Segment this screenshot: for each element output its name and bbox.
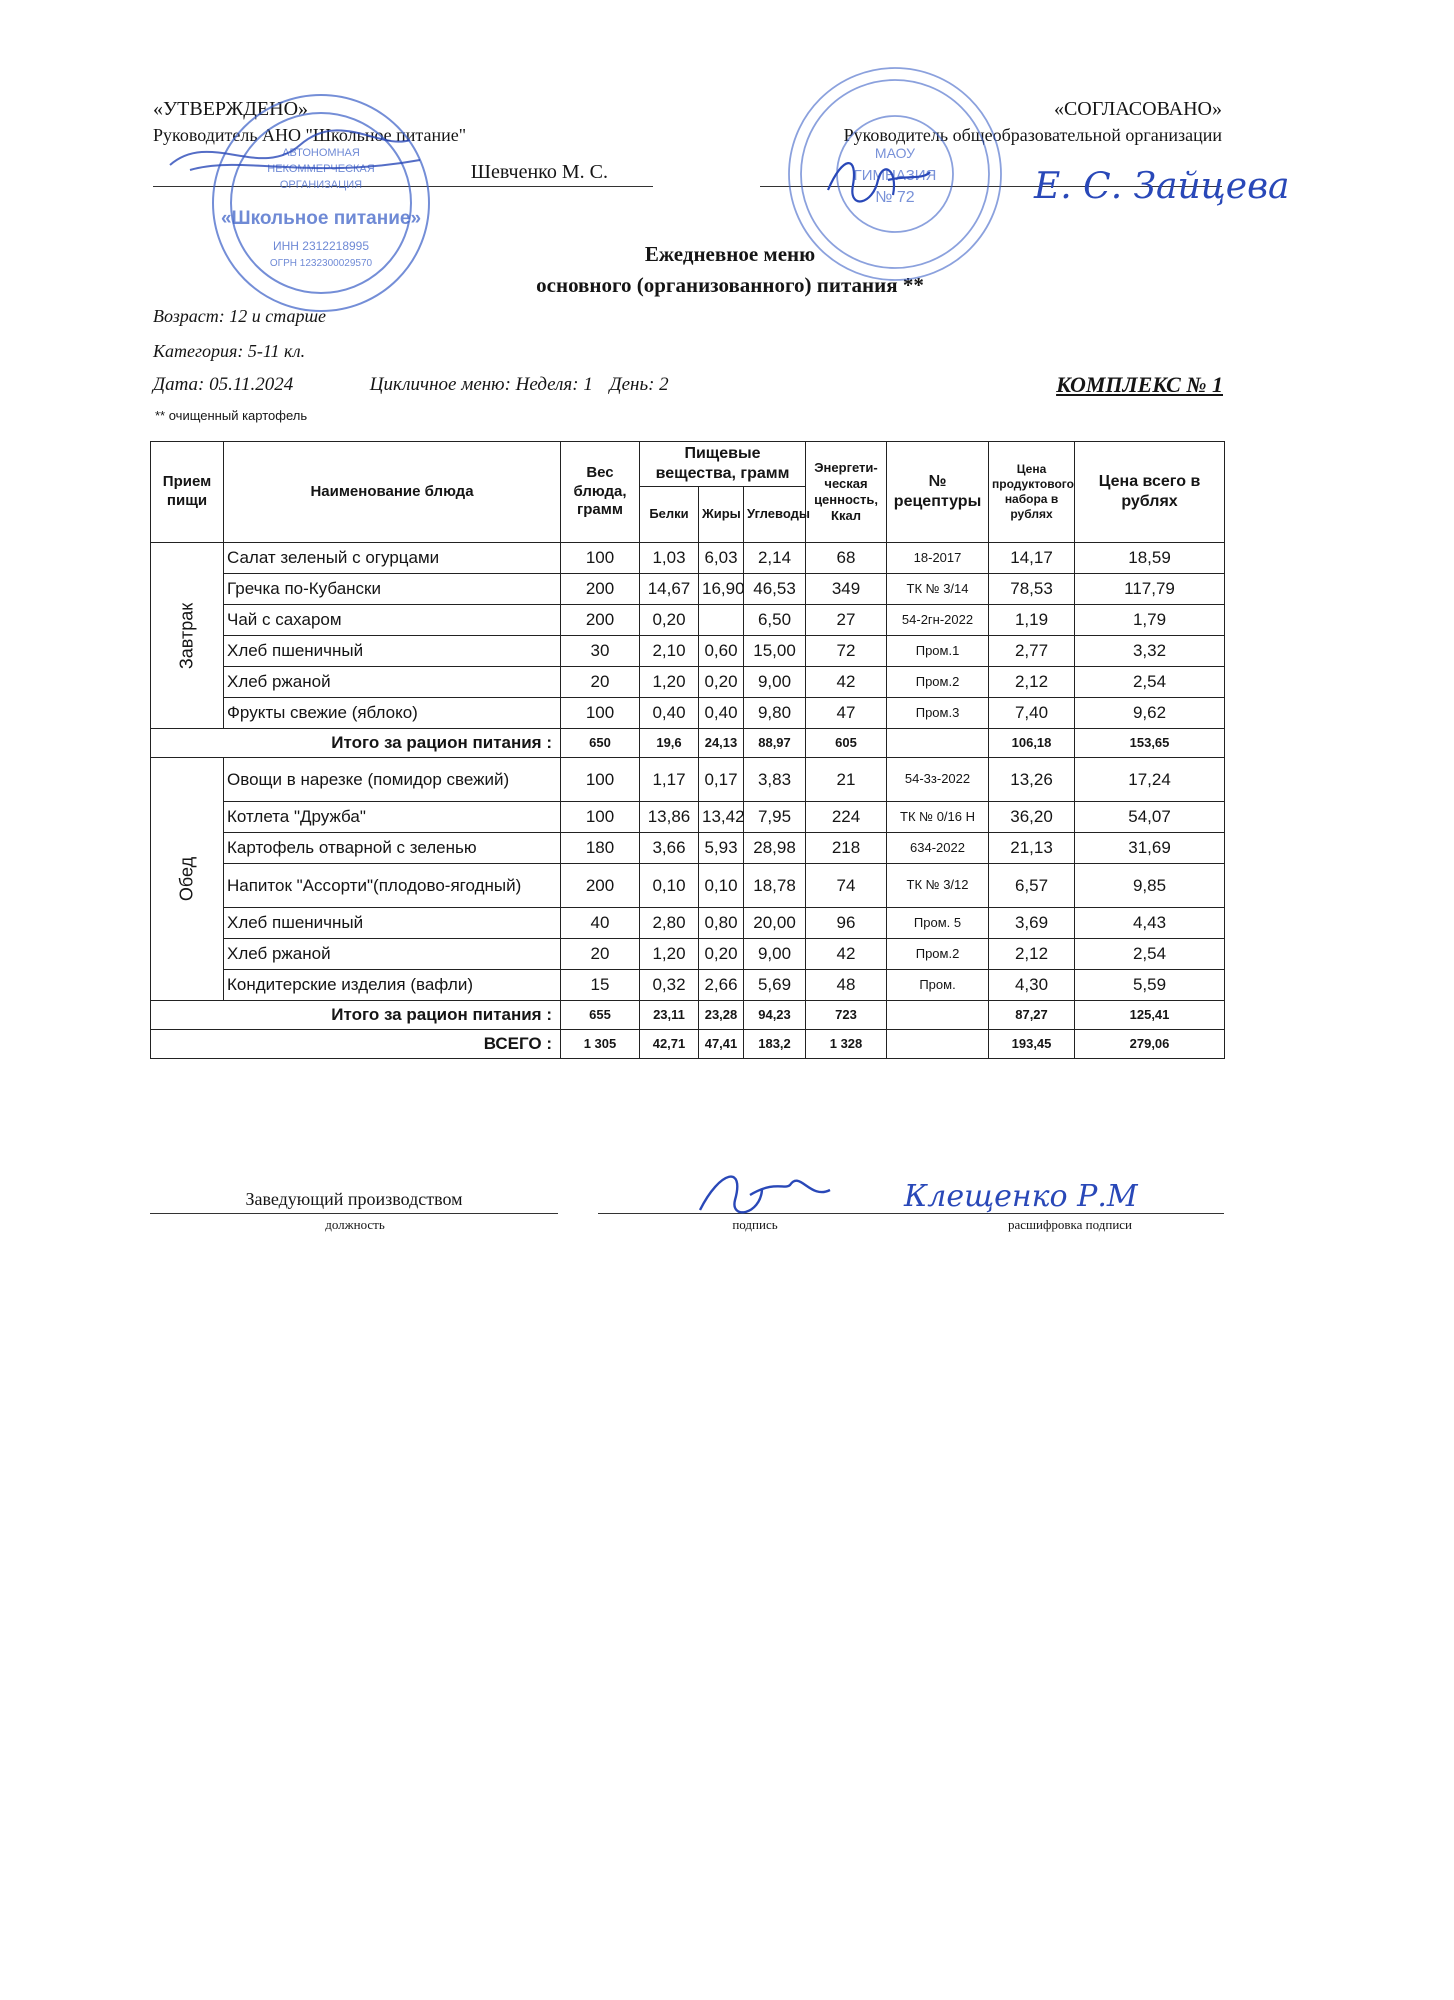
meal-cell-breakfast	[151, 543, 224, 729]
cell-carbs: 5,69	[744, 970, 806, 1001]
stamp-left-ogrn: ОГРН 1232300029570	[269, 258, 373, 269]
cell-set-price: 78,53	[989, 574, 1075, 605]
dish-name: Картофель отварной с зеленью	[224, 833, 561, 864]
complex-number: КОМПЛЕКС № 1	[1056, 372, 1223, 397]
grand-total-label: ВСЕГО :	[151, 1030, 561, 1059]
approval-left-role: Руководитель АНО "Школьное питание"	[153, 125, 467, 145]
dish-name: Хлеб ржаной	[224, 939, 561, 970]
cell-protein: 1,17	[640, 758, 699, 802]
dish-name: Хлеб пшеничный	[224, 636, 561, 667]
meta-cycle: Цикличное меню: Неделя: 1	[369, 374, 593, 395]
cell-carbs: 20,00	[744, 908, 806, 939]
cell-total-price: 9,62	[1075, 698, 1225, 729]
meta-category: Категория: 5-11 кл.	[153, 341, 306, 361]
cell-protein: 0,40	[640, 698, 699, 729]
cell-fat	[699, 605, 744, 636]
cell-weight: 180	[561, 833, 640, 864]
cell-carbs: 2,14	[744, 543, 806, 574]
cell-fat: 16,90	[699, 574, 744, 605]
grand-total-row	[151, 1030, 1225, 1059]
meta-date-line	[153, 374, 1223, 396]
cell-energy: 218	[806, 833, 887, 864]
cell-recipe: Пром. 5	[887, 908, 989, 939]
table-row	[151, 574, 1225, 605]
header-carbs: Углеводы	[744, 487, 806, 543]
dish-name: Гречка по-Кубански	[224, 574, 561, 605]
meta-date: Дата: 05.11.2024	[153, 374, 294, 395]
stamp-right-line3: № 72	[875, 189, 915, 206]
table-row	[151, 605, 1225, 636]
cell-recipe: Пром.	[887, 970, 989, 1001]
cell-recipe: ТК № 0/16 Н	[887, 802, 989, 833]
cell-carbs: 46,53	[744, 574, 806, 605]
cell-total-price: 18,59	[1075, 543, 1225, 574]
cell-carbs: 28,98	[744, 833, 806, 864]
total-carbs: 88,97	[744, 729, 806, 758]
cell-fat: 0,80	[699, 908, 744, 939]
grand-total-fat: 47,41	[699, 1030, 744, 1059]
stamp-right-line1: МАОУ	[874, 145, 916, 161]
cell-recipe: Пром.1	[887, 636, 989, 667]
cell-protein: 3,66	[640, 833, 699, 864]
cell-set-price: 13,26	[989, 758, 1075, 802]
cell-protein: 13,86	[640, 802, 699, 833]
signature-footer	[150, 1189, 1224, 1239]
meta-day: День: 2	[609, 374, 669, 395]
cell-set-price: 3,69	[989, 908, 1075, 939]
dish-name: Хлеб ржаной	[224, 667, 561, 698]
menu-table	[150, 441, 1225, 1059]
cell-protein: 0,20	[640, 605, 699, 636]
cell-energy: 42	[806, 667, 887, 698]
approval-left-title: «УТВЕРЖДЕНО»	[153, 98, 309, 120]
total-recipe	[887, 729, 989, 758]
total-recipe	[887, 1001, 989, 1030]
cell-fat: 0,20	[699, 939, 744, 970]
cell-total-price: 54,07	[1075, 802, 1225, 833]
header-nutrients: Пищевые вещества, грамм	[640, 442, 806, 487]
total-total-price: 125,41	[1075, 1001, 1225, 1030]
total-fat: 24,13	[699, 729, 744, 758]
grand-total-recipe	[887, 1030, 989, 1059]
dish-name: Напиток "Ассорти"(плодово-ягодный)	[224, 864, 561, 908]
cell-set-price: 4,30	[989, 970, 1075, 1001]
total-set-price: 106,18	[989, 729, 1075, 758]
cell-carbs: 9,00	[744, 667, 806, 698]
cell-recipe: 54-2гн-2022	[887, 605, 989, 636]
cell-weight: 30	[561, 636, 640, 667]
cell-total-price: 31,69	[1075, 833, 1225, 864]
total-total-price: 153,65	[1075, 729, 1225, 758]
cell-carbs: 3,83	[744, 758, 806, 802]
cell-weight: 20	[561, 939, 640, 970]
grand-total-total-price: 279,06	[1075, 1030, 1225, 1059]
total-fat: 23,28	[699, 1001, 744, 1030]
cell-carbs: 9,80	[744, 698, 806, 729]
cell-total-price: 117,79	[1075, 574, 1225, 605]
cell-energy: 96	[806, 908, 887, 939]
cell-fat: 0,40	[699, 698, 744, 729]
stamp-left-line2: НЕКОММЕРЧЕСКАЯ	[267, 163, 375, 175]
cell-carbs: 18,78	[744, 864, 806, 908]
table-row	[151, 802, 1225, 833]
dish-name: Котлета "Дружба"	[224, 802, 561, 833]
cell-set-price: 7,40	[989, 698, 1075, 729]
cell-total-price: 4,43	[1075, 908, 1225, 939]
table-row	[151, 939, 1225, 970]
approval-right-role: Руководитель общеобразовательной организации	[843, 125, 1222, 145]
header-energy: Энергети- ческая ценность, Ккал	[806, 442, 887, 543]
cell-energy: 27	[806, 605, 887, 636]
cell-weight: 100	[561, 543, 640, 574]
approval-right-block	[760, 96, 1222, 187]
cell-protein: 1,20	[640, 939, 699, 970]
cell-energy: 349	[806, 574, 887, 605]
table-row	[151, 908, 1225, 939]
signature-position: Заведующий производством	[150, 1189, 558, 1214]
cell-set-price: 2,12	[989, 667, 1075, 698]
cell-recipe: 54-3з-2022	[887, 758, 989, 802]
total-protein: 23,11	[640, 1001, 699, 1030]
header-meal: Прием пищи	[151, 442, 224, 543]
cell-set-price: 36,20	[989, 802, 1075, 833]
cell-carbs: 9,00	[744, 939, 806, 970]
total-protein: 19,6	[640, 729, 699, 758]
cell-energy: 224	[806, 802, 887, 833]
stamp-left-line3: ОРГАНИЗАЦИЯ	[279, 179, 363, 191]
dish-name: Хлеб пшеничный	[224, 908, 561, 939]
document-title-line2: основного (организованного) питания **	[536, 273, 924, 297]
cell-protein: 1,03	[640, 543, 699, 574]
cell-protein: 2,80	[640, 908, 699, 939]
header-set-price: Цена продуктового набора в рублях	[989, 442, 1075, 543]
grand-total-protein: 42,71	[640, 1030, 699, 1059]
cell-fat: 0,17	[699, 758, 744, 802]
caption-signature: подпись	[732, 1217, 778, 1232]
cell-energy: 72	[806, 636, 887, 667]
cell-carbs: 15,00	[744, 636, 806, 667]
approval-left-signature-line	[153, 156, 653, 187]
cell-recipe: Пром.3	[887, 698, 989, 729]
stamp-left-line1: АВТОНОМНАЯ	[282, 147, 360, 159]
cell-weight: 100	[561, 758, 640, 802]
dish-name: Чай с сахаром	[224, 605, 561, 636]
stamp-right-line2: ГИМНАЗИЯ	[853, 167, 937, 184]
footnote: ** очищенный картофель	[155, 408, 308, 423]
table-row	[151, 543, 1225, 574]
total-row	[151, 729, 1225, 758]
grand-total-carbs: 183,2	[744, 1030, 806, 1059]
cell-weight: 40	[561, 908, 640, 939]
approval-right-title: «СОГЛАСОВАНО»	[1053, 98, 1222, 120]
dish-name: Кондитерские изделия (вафли)	[224, 970, 561, 1001]
cell-energy: 48	[806, 970, 887, 1001]
cell-set-price: 14,17	[989, 543, 1075, 574]
handwritten-right-approver-text: Е. С. Зайцева	[1034, 166, 1290, 207]
cell-recipe: Пром.2	[887, 939, 989, 970]
grand-total-weight: 1 305	[561, 1030, 640, 1059]
signature-line	[598, 1189, 878, 1214]
cell-total-price: 3,32	[1075, 636, 1225, 667]
cell-fat: 0,10	[699, 864, 744, 908]
cell-fat: 6,03	[699, 543, 744, 574]
menu-table-body	[151, 543, 1225, 1059]
header-dish: Наименование блюда	[224, 442, 561, 543]
cell-protein: 14,67	[640, 574, 699, 605]
cell-set-price: 21,13	[989, 833, 1075, 864]
cell-weight: 200	[561, 605, 640, 636]
cell-weight: 200	[561, 864, 640, 908]
table-row	[151, 698, 1225, 729]
cell-set-price: 2,77	[989, 636, 1075, 667]
table-row	[151, 758, 1225, 802]
caption-position: должность	[325, 1217, 385, 1232]
table-row	[151, 833, 1225, 864]
cell-weight: 20	[561, 667, 640, 698]
document-title	[300, 239, 1160, 301]
total-weight: 650	[561, 729, 640, 758]
cell-total-price: 5,59	[1075, 970, 1225, 1001]
stamp-left-main: «Школьное питание»	[220, 208, 422, 229]
cell-protein: 0,10	[640, 864, 699, 908]
total-energy: 605	[806, 729, 887, 758]
cell-energy: 42	[806, 939, 887, 970]
cell-total-price: 1,79	[1075, 605, 1225, 636]
cell-set-price: 6,57	[989, 864, 1075, 908]
cell-protein: 2,10	[640, 636, 699, 667]
header-protein: Белки	[640, 487, 699, 543]
meal-cell-lunch	[151, 758, 224, 1001]
dish-name: Овощи в нарезке (помидор свежий)	[224, 758, 561, 802]
total-row	[151, 1001, 1225, 1030]
cell-total-price: 2,54	[1075, 939, 1225, 970]
cell-fat: 5,93	[699, 833, 744, 864]
cell-total-price: 2,54	[1075, 667, 1225, 698]
meal-label-lunch: Обед	[176, 856, 197, 902]
cell-protein: 0,32	[640, 970, 699, 1001]
table-row	[151, 667, 1225, 698]
cell-fat: 2,66	[699, 970, 744, 1001]
grand-total-set-price: 193,45	[989, 1030, 1075, 1059]
handwritten-decode-text: Клещенко Р.М	[904, 1179, 1138, 1214]
cell-protein: 1,20	[640, 667, 699, 698]
grand-total-energy: 1 328	[806, 1030, 887, 1059]
cell-total-price: 17,24	[1075, 758, 1225, 802]
cell-weight: 100	[561, 698, 640, 729]
cell-recipe: ТК № 3/14	[887, 574, 989, 605]
cell-set-price: 2,12	[989, 939, 1075, 970]
cell-energy: 74	[806, 864, 887, 908]
dish-name: Салат зеленый с огурцами	[224, 543, 561, 574]
cell-fat: 0,60	[699, 636, 744, 667]
table-row	[151, 970, 1225, 1001]
cell-recipe: ТК № 3/12	[887, 864, 989, 908]
cell-carbs: 6,50	[744, 605, 806, 636]
cell-energy: 21	[806, 758, 887, 802]
document-title-line1: Ежедневное меню	[644, 242, 816, 266]
cell-weight: 200	[561, 574, 640, 605]
table-row	[151, 636, 1225, 667]
approval-left-name: Шевченко М. С.	[470, 161, 608, 183]
cell-fat: 13,42	[699, 802, 744, 833]
cell-recipe: Пром.2	[887, 667, 989, 698]
cell-energy: 47	[806, 698, 887, 729]
caption-decode: расшифровка подписи	[1007, 1217, 1133, 1232]
cell-weight: 100	[561, 802, 640, 833]
meta-age: Возраст: 12 и старше	[153, 306, 327, 326]
cell-fat: 0,20	[699, 667, 744, 698]
stamp-left-inn: ИНН 2312218995	[272, 239, 370, 253]
total-label: Итого за рацион питания :	[151, 729, 561, 758]
table-row	[151, 864, 1225, 908]
header-weight: Вес блюда, грамм	[561, 442, 640, 543]
cell-recipe: 634-2022	[887, 833, 989, 864]
total-carbs: 94,23	[744, 1001, 806, 1030]
cell-carbs: 7,95	[744, 802, 806, 833]
total-label: Итого за рацион питания :	[151, 1001, 561, 1030]
cell-total-price: 9,85	[1075, 864, 1225, 908]
signature-decode-line	[878, 1189, 1224, 1214]
cell-set-price: 1,19	[989, 605, 1075, 636]
total-set-price: 87,27	[989, 1001, 1075, 1030]
header-recipe: № рецептуры	[887, 442, 989, 543]
total-energy: 723	[806, 1001, 887, 1030]
total-weight: 655	[561, 1001, 640, 1030]
meal-label-breakfast: Завтрак	[176, 602, 197, 669]
header-total-price: Цена всего в рублях	[1075, 442, 1225, 543]
approval-left-block	[153, 96, 653, 187]
cell-energy: 68	[806, 543, 887, 574]
approval-right-signature-line	[760, 156, 1222, 187]
dish-name: Фрукты свежие (яблоко)	[224, 698, 561, 729]
cell-recipe: 18-2017	[887, 543, 989, 574]
header-fat: Жиры	[699, 487, 744, 543]
cell-weight: 15	[561, 970, 640, 1001]
